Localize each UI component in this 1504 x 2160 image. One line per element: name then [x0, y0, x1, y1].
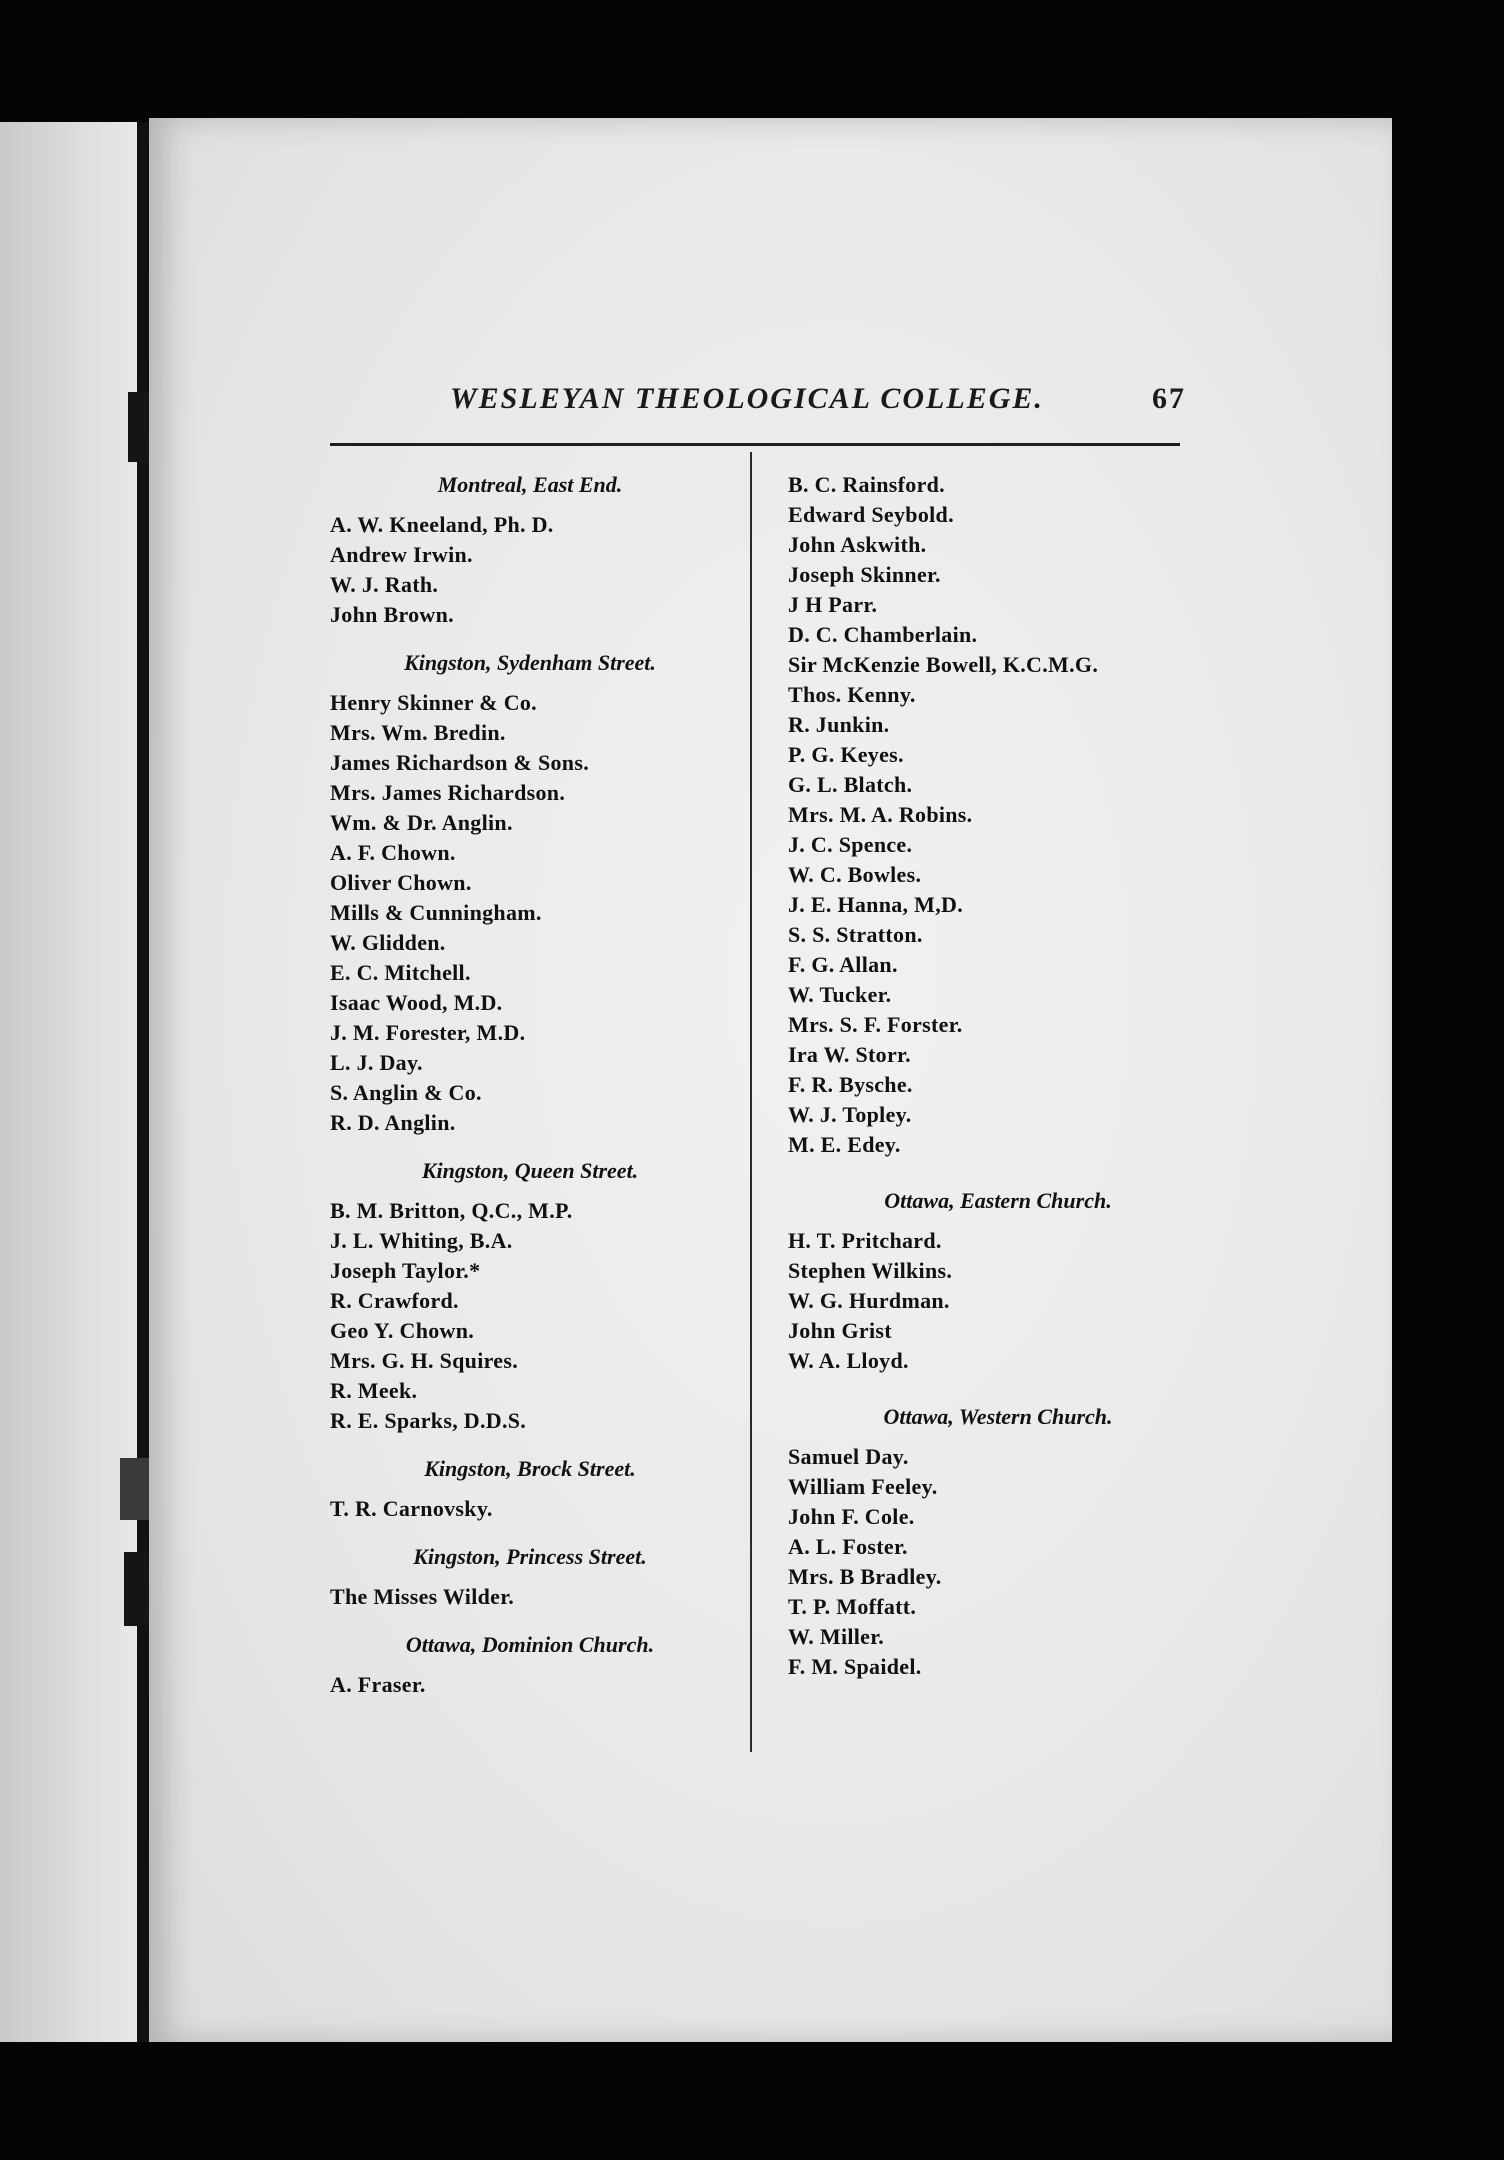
subscriber-name: S. S. Stratton.: [788, 922, 923, 947]
subscriber-section: [330, 1542, 730, 1612]
subscriber-name: J. M. Forester, M.D.: [330, 1020, 526, 1045]
subscriber-section: [330, 470, 730, 630]
page-title: WESLEYAN THEOLOGICAL COLLEGE.: [450, 382, 1044, 415]
subscriber-name: P. G. Keyes.: [788, 742, 904, 767]
subscriber-name: R. D. Anglin.: [330, 1110, 456, 1135]
subscriber-section: [330, 648, 730, 1138]
subscriber-section: [788, 470, 1208, 1160]
subscriber-name: John Brown.: [330, 602, 454, 627]
subscriber-name: Isaac Wood, M.D.: [330, 990, 503, 1015]
subscriber-name: William Feeley.: [788, 1474, 938, 1499]
subscriber-name: Thos. Kenny.: [788, 682, 916, 707]
subscriber-name: A. F. Chown.: [330, 840, 456, 865]
subscriber-name: John F. Cole.: [788, 1504, 915, 1529]
subscriber-name: A. W. Kneeland, Ph. D.: [330, 512, 554, 537]
page-number: 67: [1152, 382, 1186, 415]
subscriber-name: John Grist: [788, 1318, 892, 1343]
subscriber-name: Edward Seybold.: [788, 502, 954, 527]
subscriber-name: Ira W. Storr.: [788, 1042, 911, 1067]
subscriber-name: Wm. & Dr. Anglin.: [330, 810, 513, 835]
subscriber-name: Joseph Taylor.*: [330, 1258, 481, 1283]
subscriber-name: L. J. Day.: [330, 1050, 423, 1075]
facing-page-edge: [0, 122, 140, 2042]
subscriber-name: John Askwith.: [788, 532, 927, 557]
subscriber-name: J. L. Whiting, B.A.: [330, 1228, 513, 1253]
subscriber-name: Samuel Day.: [788, 1444, 909, 1469]
subscriber-name: W. A. Lloyd.: [788, 1348, 909, 1373]
subscriber-name: Joseph Skinner.: [788, 562, 941, 587]
subscriber-name: Geo Y. Chown.: [330, 1318, 475, 1343]
subscriber-name: J H Parr.: [788, 592, 878, 617]
subscriber-section: [788, 1186, 1208, 1376]
subscriber-name: M. E. Edey.: [788, 1132, 901, 1157]
left-column: [330, 470, 730, 1700]
subscriber-name: W. C. Bowles.: [788, 862, 922, 887]
subscriber-name: Mrs. Wm. Bredin.: [330, 720, 506, 745]
subscriber-name: Mrs. James Richardson.: [330, 780, 566, 805]
subscriber-name: W. Tucker.: [788, 982, 892, 1007]
subscriber-name: F. M. Spaidel.: [788, 1654, 922, 1679]
subscriber-name: Mrs. M. A. Robins.: [788, 802, 973, 827]
subscriber-name: J. E. Hanna, M,D.: [788, 892, 964, 917]
section-heading: Kingston, Princess Street.: [413, 1544, 647, 1569]
subscriber-name: Oliver Chown.: [330, 870, 472, 895]
subscriber-name: G. L. Blatch.: [788, 772, 913, 797]
subscriber-name: R. Crawford.: [330, 1288, 459, 1313]
subscriber-name: F. R. Bysche.: [788, 1072, 913, 1097]
subscriber-name: D. C. Chamberlain.: [788, 622, 978, 647]
section-heading: Ottawa, Dominion Church.: [405, 1632, 655, 1657]
subscriber-section: [330, 1156, 730, 1436]
subscriber-name: Mills & Cunningham.: [330, 900, 542, 925]
column-divider: [750, 452, 752, 1752]
subscriber-name: A. Fraser.: [330, 1672, 426, 1697]
subscriber-name: S. Anglin & Co.: [330, 1080, 482, 1105]
subscriber-name: W. J. Topley.: [788, 1102, 912, 1127]
subscriber-section: [330, 1454, 730, 1524]
subscriber-section: [788, 1402, 1208, 1682]
subscriber-name: E. C. Mitchell.: [330, 960, 471, 985]
subscriber-name: F. G. Allan.: [788, 952, 898, 977]
section-heading: Montreal, East End.: [437, 472, 623, 497]
subscriber-name: R. E. Sparks, D.D.S.: [330, 1408, 527, 1433]
subscriber-name: W. J. Rath.: [330, 572, 439, 597]
section-heading: Ottawa, Western Church.: [883, 1404, 1113, 1429]
section-heading: Kingston, Queen Street.: [421, 1158, 639, 1183]
subscriber-name: Mrs. S. F. Forster.: [788, 1012, 963, 1037]
subscriber-name: B. M. Britton, Q.C., M.P.: [330, 1198, 573, 1223]
subscriber-name: A. L. Foster.: [788, 1534, 908, 1559]
subscriber-name: H. T. Pritchard.: [788, 1228, 942, 1253]
subscriber-name: B. C. Rainsford.: [788, 472, 945, 497]
subscriber-name: R. Junkin.: [788, 712, 890, 737]
subscriber-name: T. R. Carnovsky.: [330, 1496, 493, 1521]
subscriber-name: Andrew Irwin.: [330, 542, 473, 567]
subscriber-name: James Richardson & Sons.: [330, 750, 590, 775]
section-heading: Ottawa, Eastern Church.: [884, 1188, 1112, 1213]
subscriber-name: T. P. Moffatt.: [788, 1594, 917, 1619]
section-heading: Kingston, Brock Street.: [424, 1456, 636, 1481]
subscriber-name: Mrs. B Bradley.: [788, 1564, 942, 1589]
subscriber-name: Henry Skinner & Co.: [330, 690, 537, 715]
subscriber-name: Sir McKenzie Bowell, K.C.M.G.: [788, 652, 1099, 677]
subscriber-name: J. C. Spence.: [788, 832, 913, 857]
subscriber-name: W. G. Hurdman.: [788, 1288, 950, 1313]
right-column: [788, 470, 1208, 1682]
section-heading: Kingston, Sydenham Street.: [404, 650, 656, 675]
subscriber-name: W. Glidden.: [330, 930, 446, 955]
subscriber-name: The Misses Wilder.: [330, 1584, 515, 1609]
subscriber-name: Mrs. G. H. Squires.: [330, 1348, 519, 1373]
header-rule: [330, 443, 1180, 446]
subscriber-name: R. Meek.: [330, 1378, 418, 1403]
subscriber-name: Stephen Wilkins.: [788, 1258, 953, 1283]
subscriber-section: [330, 1630, 730, 1700]
subscriber-name: W. Miller.: [788, 1624, 885, 1649]
